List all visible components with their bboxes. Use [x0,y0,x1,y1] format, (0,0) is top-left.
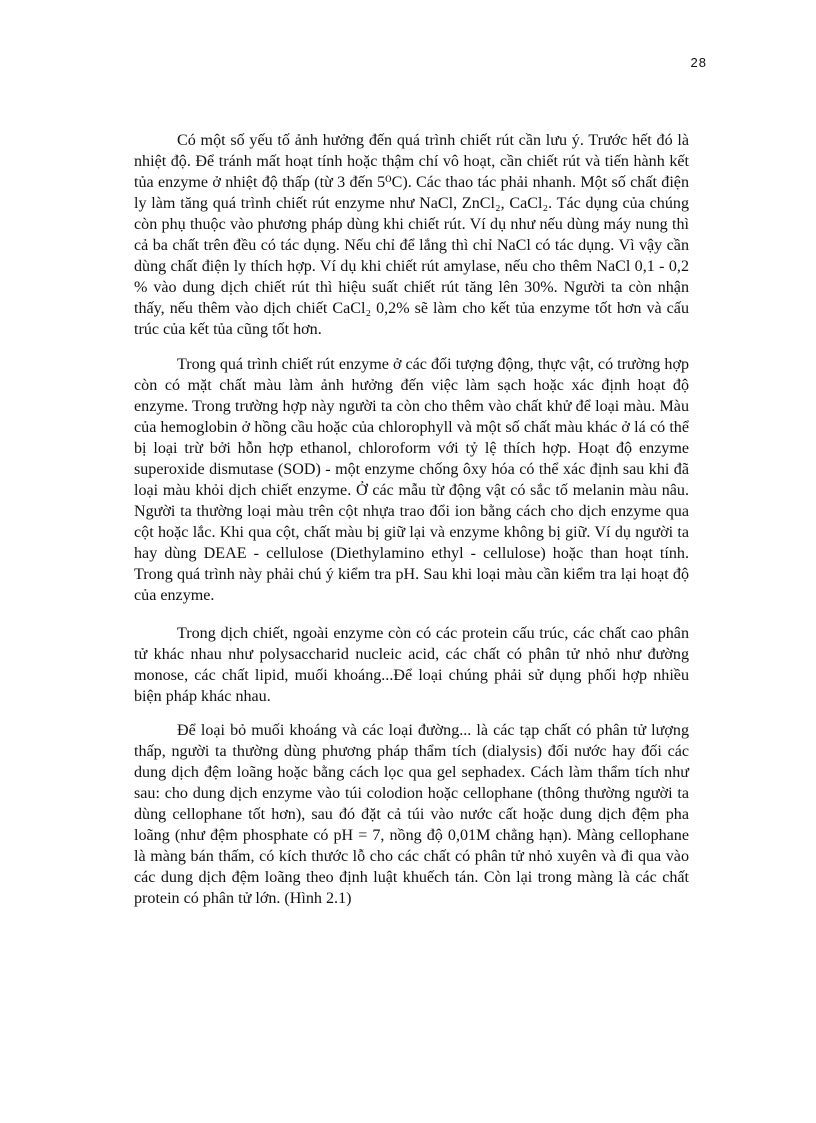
paragraph-dialysis: Để loại bỏ muối khoáng và các loại đường... là các tạp chất có phân tử lượng thấp, người ta thường dùng phương pháp thẩm tích (dialysis) đối nước hay đối các dung dịch đệm loãng hoặc bằng cách lọc qua gel sephadex. Cách làm thẩm tích như sau: cho dung dịch enzyme vào túi colodion hoặc cellophane (thông thường người ta dùng cellophane tốt hơn), sau đó đặt cả túi vào nước cất hoặc dung dịch đệm pha loãng (như đệm phosphate có pH = 7, nồng độ 0,01M chẳng hạn). Màng cellophane là màng bán thấm, có kích thước lỗ cho các chất có phân tử nhỏ xuyên và đi qua vào các dung dịch đệm loãng theo định luật khuếch tán. Còn lại trong màng là các chất protein có phân tử lớn. (Hình 2.1) [134,722,689,907]
paragraph-extraction-factors: Có một số yếu tố ảnh hưởng đến quá trình chiết rút cần lưu ý. Trước hết đó là nhiệt độ. Để tránh mất hoạt tính hoặc thậm chí vô hoạt, cần chiết rút và tiến hành kết tủa enzyme ở nhiệt độ thấp (từ 3 đến 5⁰C). Các thao tác phải nhanh. Một số chất điện ly làm tăng quá trình chiết rút enzyme như NaCl, ZnCl₂, CaCl₂. Tác dụng của chúng còn phụ thuộc vào phương pháp dùng khi chiết rút. Ví dụ như nếu dùng máy nung thì cả ba chất trên đều có tác dụng. Nếu chỉ để lắng thì chỉ NaCl có tác dụng. Vì vậy cần dùng chất điện ly thích hợp. Ví dụ khi chiết rút amylase, nếu cho thêm NaCl 0,1 - 0,2 % vào dung dịch chiết rút thì hiệu suất chiết rút tăng lên 30%. Người ta còn nhận thấy, nếu thêm vào dịch chiết CaCl₂ 0,2% sẽ làm cho kết tủa enzyme tốt hơn và cấu trúc của kết tủa cũng tốt hơn. [134,132,689,338]
body-text [134,130,689,923]
paragraph-other-impurities: Trong dịch chiết, ngoài enzyme còn có các protein cấu trúc, các chất cao phân tử khác nhau như polysaccharid nucleic acid, các chất có phân tử nhỏ như đường monose, các chất lipid, muối khoáng...Để loại chúng phải sử dụng phối hợp nhiều biện pháp khác nhau. [134,625,689,705]
paragraph-pigment-removal: Trong quá trình chiết rút enzyme ở các đối tượng động, thực vật, có trường hợp còn có mặt chất màu làm ảnh hưởng đến việc làm sạch hoặc xác định hoạt độ enzyme. Trong trường hợp này người ta còn cho thêm vào chất khử để loại màu. Màu của hemoglobin ở hồng cầu hoặc của chlorophyll và một số chất màu khác ở lá có thể bị loại trừ bởi hỗn hợp ethanol, chloroform với tỷ lệ thích hợp. Hoạt độ enzyme superoxide dismutase (SOD) - một enzyme chống ôxy hóa có thể xác định sau khi đã loại màu khỏi dịch chiết enzyme. Ở các mẫu từ động vật có sắc tố melanin màu nâu. Người ta thường loại màu trên cột nhựa trao đổi ion bằng cách cho dịch enzyme qua cột hoặc lắc. Khi qua cột, chất màu bị giữ lại và enzyme không bị giữ. Ví dụ người ta hay dùng DEAE - cellulose (Diethylamino ethyl - cellulose) hoặc than hoạt tính. Trong quá trình này phải chú ý kiểm tra pH. Sau khi loại màu cần kiểm tra lại hoạt độ của enzyme. [134,356,689,604]
page-number: 28 [690,55,707,70]
